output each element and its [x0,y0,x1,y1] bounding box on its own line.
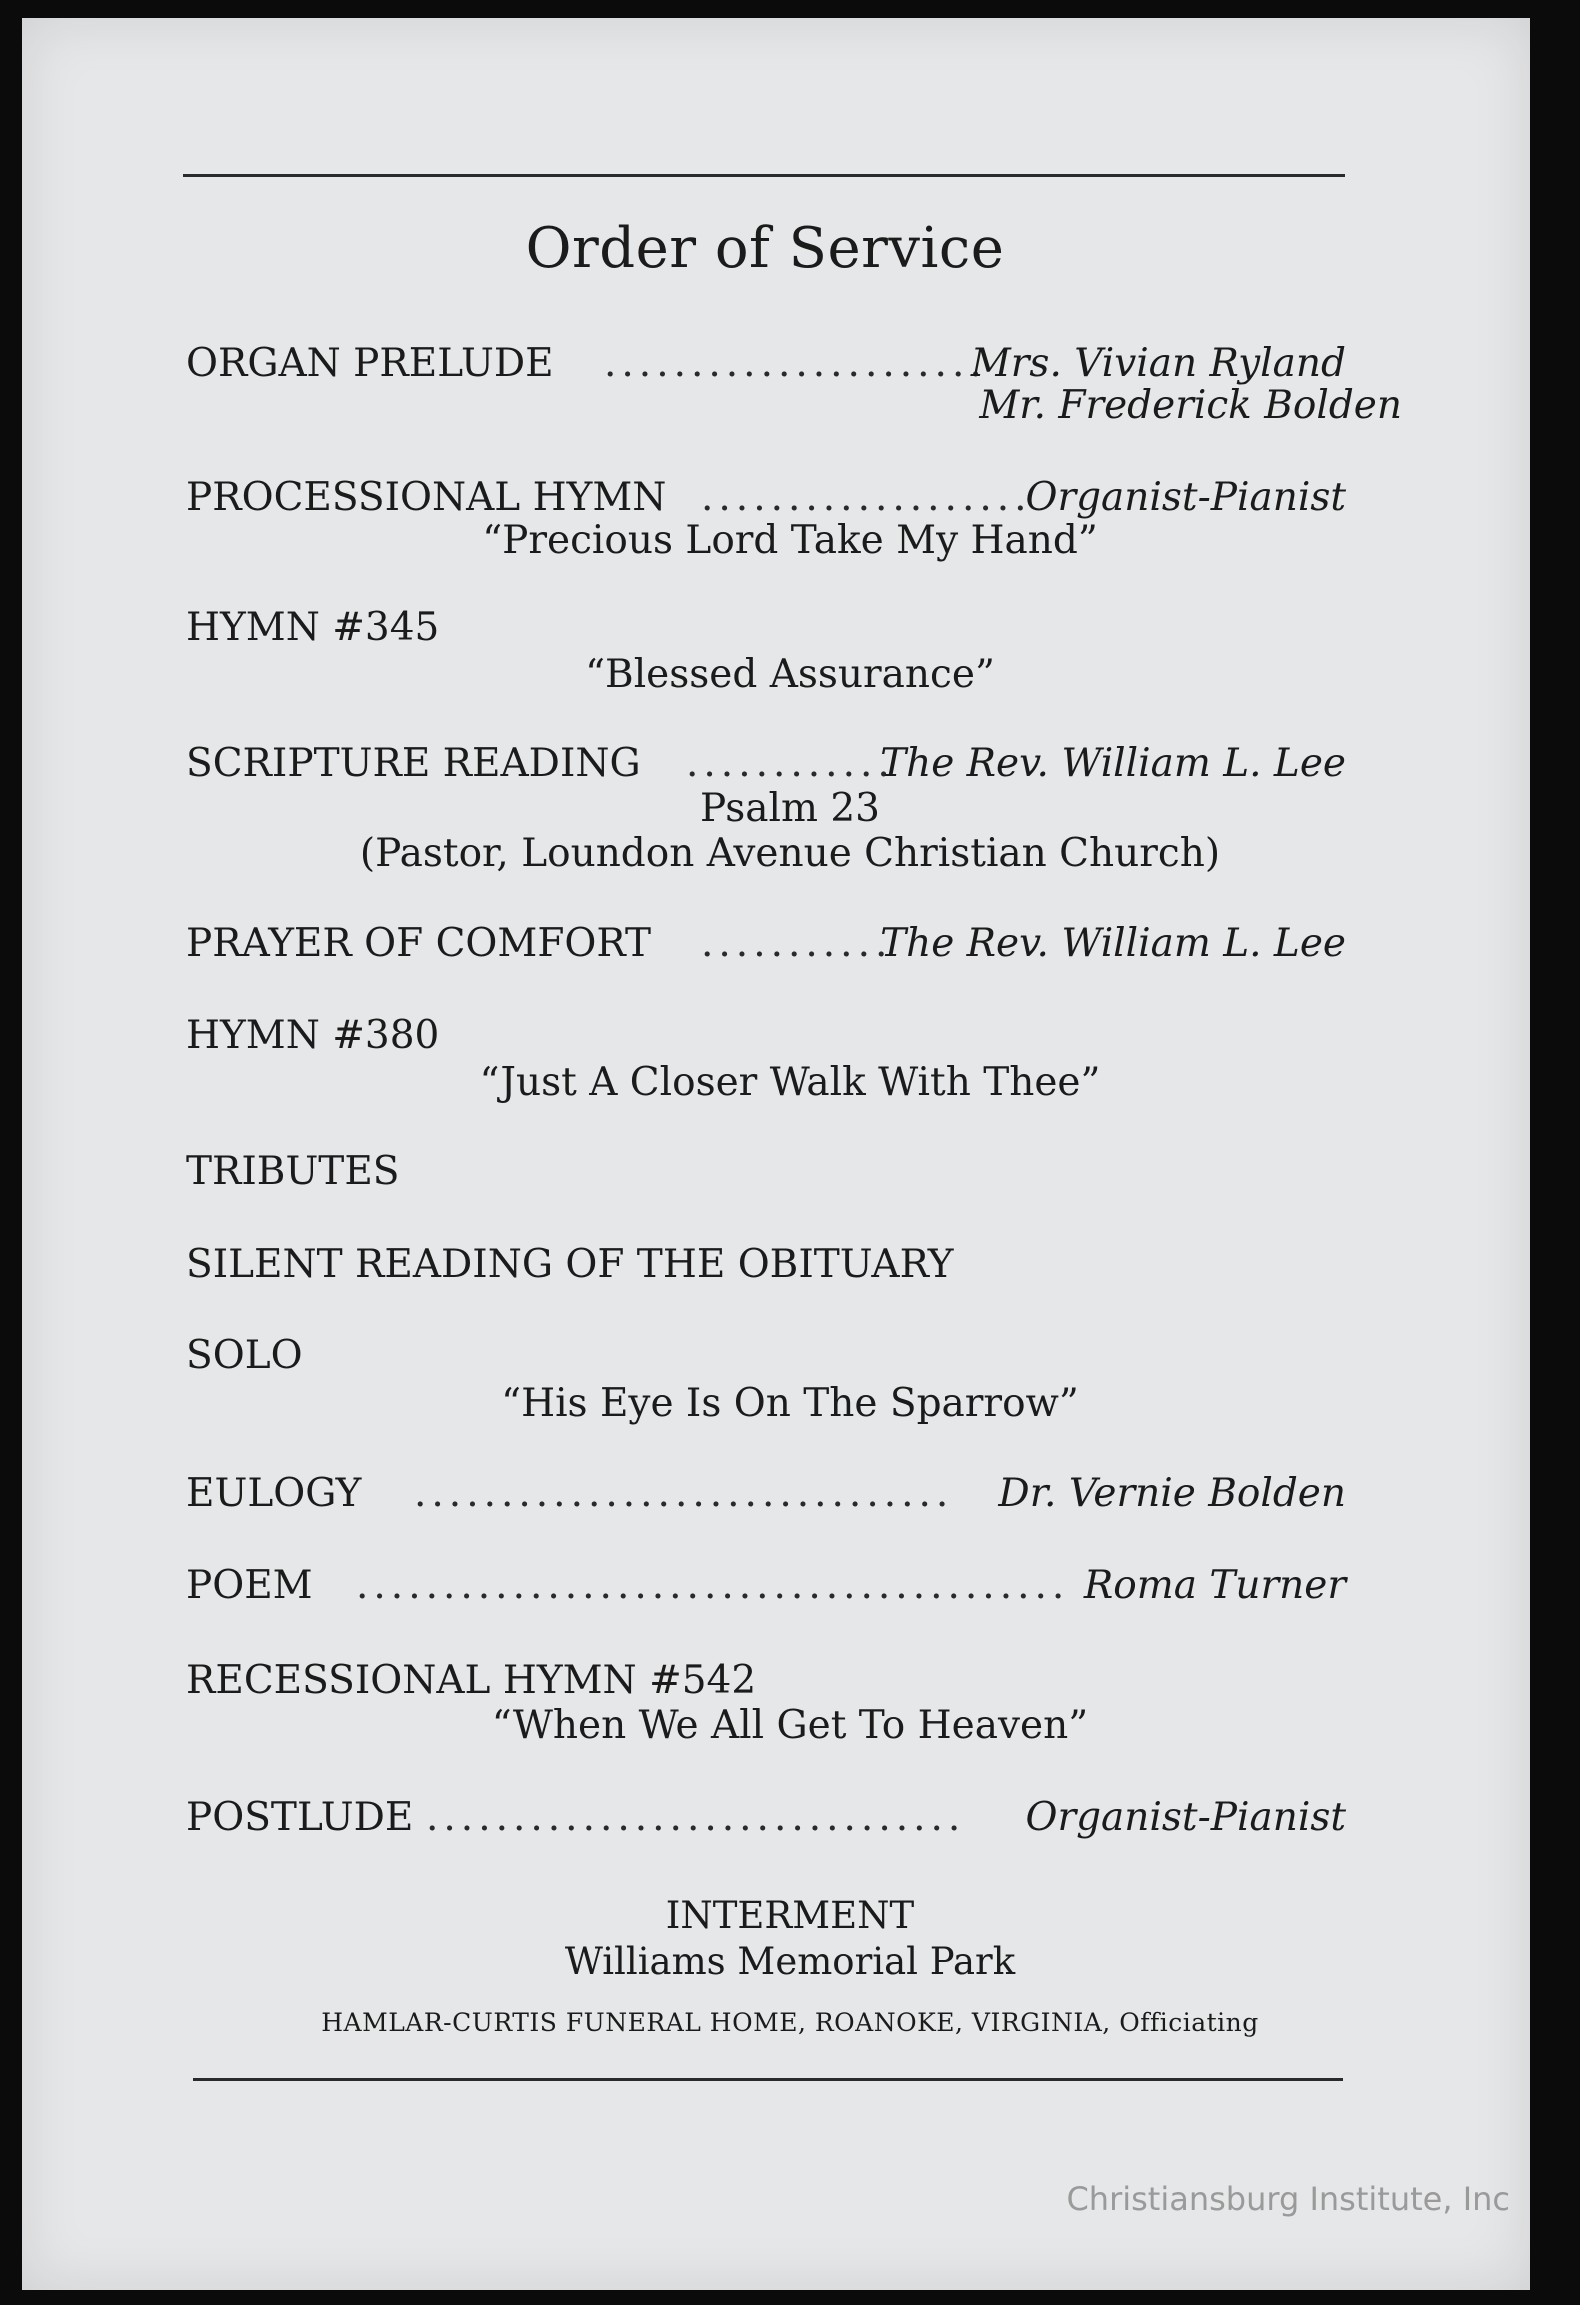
interment-heading: INTERMENT [665,1894,915,1937]
item-poem [186,1560,1346,1612]
item-label: HYMN #380 [186,1013,440,1058]
item-label: POSTLUDE [186,1795,414,1840]
item-tributes [186,1146,1346,1198]
funeral-home-line: HAMLAR-CURTIS FUNERAL HOME, ROANOKE, VIRGINIA, Officiating [321,2008,1259,2037]
item-hymn-380 [186,1010,1346,1062]
item-label: SCRIPTURE READING [186,741,641,786]
scripture-note: (Pastor, Loundon Avenue Christian Church) [359,831,1221,876]
item-eulogy [186,1468,1346,1520]
dot-leader: ................... [701,475,1032,520]
item-performer: Mrs. Vivian Ryland [970,341,1346,386]
song-title: “Precious Lord Take My Hand” [482,518,1098,563]
item-label: POEM [186,1563,313,1608]
item-label: SILENT READING OF THE OBITUARY [186,1242,954,1287]
item-label: TRIBUTES [186,1149,400,1194]
top-divider [183,174,1345,177]
interment-place: Williams Memorial Park [564,1940,1016,1983]
dot-leader: ........... [701,921,893,966]
item-postlude [186,1792,1346,1844]
dot-leader: ............................... [426,1795,966,1840]
item-silent-reading [186,1239,1346,1291]
item-hymn-345 [186,602,1346,654]
song-title: “His Eye Is On The Sparrow” [501,1381,1079,1426]
item-label: EULOGY [186,1471,362,1516]
item-performer: Organist-Pianist [1025,475,1346,520]
song-title: “Blessed Assurance” [585,652,995,697]
page-title: Order of Service [525,216,1005,281]
item-label: SOLO [186,1333,303,1378]
dot-leader: ...................... [604,341,987,386]
item-prayer-of-comfort [186,918,1346,970]
item-scripture-reading [186,738,1346,790]
item-label: RECESSIONAL HYMN #542 [186,1658,757,1703]
dot-leader: ............ [686,741,895,786]
watermark: Christiansburg Institute, Inc [1066,2180,1510,2218]
item-label: PRAYER OF COMFORT [186,921,652,966]
bottom-divider [193,2078,1343,2081]
scripture-passage: Psalm 23 [700,786,880,831]
item-label: PROCESSIONAL HYMN [186,475,667,520]
song-title: “Just A Closer Walk With Thee” [479,1060,1101,1105]
item-performer: Organist-Pianist [1025,1795,1346,1840]
item-performer: Roma Turner [1083,1563,1346,1608]
item-label: HYMN #345 [186,605,440,650]
song-title: “When We All Get To Heaven” [491,1703,1089,1748]
dot-leader: ............................... [414,1471,954,1516]
item-performer: The Rev. William L. Lee [880,921,1346,966]
item-recessional-hymn [186,1655,1346,1707]
item-solo [186,1330,1346,1382]
item-label: ORGAN PRELUDE [186,341,554,386]
item-performer: The Rev. William L. Lee [880,741,1346,786]
dot-leader: ......................................... [356,1563,1070,1608]
item-performer: Dr. Vernie Bolden [998,1471,1346,1516]
item-performer-second: Mr. Frederick Bolden [979,383,1402,428]
